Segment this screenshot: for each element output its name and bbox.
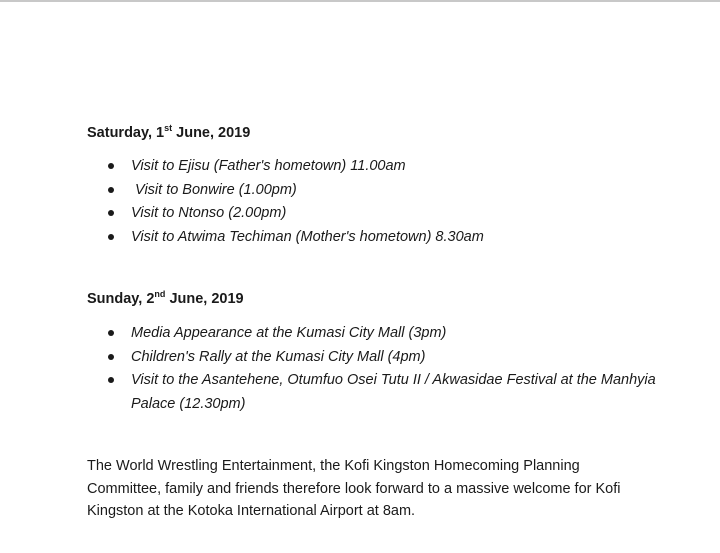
day-ordinal-suffix: st <box>164 123 173 133</box>
bullet-icon <box>108 377 114 383</box>
list-item <box>105 155 665 179</box>
day-ordinal-suffix: nd <box>154 289 166 299</box>
list-item-text: Media Appearance at the Kumasi City Mall (3pm) <box>131 325 447 341</box>
list-item <box>105 369 665 416</box>
list-item <box>105 179 665 203</box>
list-item <box>105 202 665 226</box>
sunday-itinerary-list <box>105 322 665 416</box>
top-divider <box>0 0 720 2</box>
saturday-itinerary-list <box>105 155 665 249</box>
bullet-icon <box>108 234 114 240</box>
list-item <box>105 322 665 346</box>
list-item <box>105 346 665 370</box>
list-item-text: Visit to Ntonso (2.00pm) <box>131 205 287 221</box>
list-item-text: Visit to Bonwire (1.00pm) <box>131 181 297 198</box>
day-heading-text: Saturday, 1 <box>87 125 165 141</box>
day-heading-date: June, 2019 <box>165 291 244 307</box>
day-heading-sunday <box>87 290 244 308</box>
list-item-text: Visit to the Asantehene, Otumfuo Osei Tutu II / Akwasidae Festival at the Manhyia Palace (12.30pm) <box>131 372 656 412</box>
closing-paragraph: The World Wrestling Entertainment, the Kofi Kingston Homecoming Planning Committee, family and friends therefore look forward to a massive welcome for Kofi Kingston at the Kotoka International Airport at 8am. <box>87 458 621 519</box>
day-heading-date: June, 2019 <box>172 125 251 141</box>
list-item-text: Visit to Atwima Techiman (Mother's hometown) 8.30am <box>131 228 484 245</box>
day-heading-saturday <box>87 124 250 142</box>
list-item-text: Children's Rally at the Kumasi City Mall (4pm) <box>131 348 426 365</box>
bullet-icon <box>108 163 114 169</box>
bullet-icon <box>108 354 114 360</box>
bullet-icon <box>108 187 114 193</box>
bullet-icon <box>108 330 114 336</box>
list-item-text: Visit to Ejisu (Father's hometown) 11.00am <box>131 158 406 174</box>
bullet-icon <box>108 210 114 216</box>
list-item <box>105 226 665 250</box>
day-heading-text: Sunday, 2 <box>87 291 155 307</box>
